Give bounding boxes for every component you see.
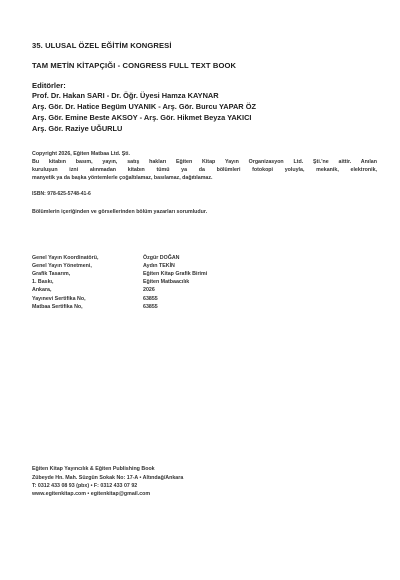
publication-info-row <box>32 263 175 269</box>
publisher-name: Eğiten Kitap Yayıncılık & Eğiten Publishing Book <box>32 466 155 472</box>
publication-info-label: Grafik Tasarım, <box>32 271 71 277</box>
rights-line: kuruluşun izni alınmadan kitabın tümü ya da bölümleri fotokopi yoluyla, mekanik, elektronik, <box>32 167 377 173</box>
editor-line: Arş. Gör. Emine Beste AKSOY - Arş. Gör. Hikmet Beyza YAKICI <box>32 113 252 122</box>
publication-info-value: Aydın TEKİN <box>143 263 175 269</box>
publication-info-value: 2026 <box>143 287 155 293</box>
publisher-address: Zübeyde Hn. Mah. Süzgün Sokak No: 17-A • Altındağ/Ankara <box>32 475 184 481</box>
publisher-phone: T: 0312 433 08 93 (pbx) • F: 0312 433 07 92 <box>32 483 138 489</box>
publication-info-row <box>32 304 158 310</box>
publication-info-row <box>32 279 190 285</box>
publication-info-value: 63855 <box>143 304 158 310</box>
rights-line: manyetik ya da başka yöntemlerle çoğaltılamaz, basılamaz, dağıtılamaz. <box>32 175 213 181</box>
publication-info-row <box>32 296 158 302</box>
isbn: ISBN: 978-625-5748-41-6 <box>32 191 91 197</box>
publication-info-value: Eğiten Matbaacılık <box>143 279 190 285</box>
publication-info-value: Eğiten Kitap Grafik Birimi <box>143 271 208 277</box>
publication-info-label: Genel Yayın Koordinatörü, <box>32 255 99 261</box>
editor-line: Arş. Gör. Dr. Hatice Begüm UYANIK - Arş. Gör. Burcu YAPAR ÖZ <box>32 102 256 111</box>
page <box>32 0 377 580</box>
publication-info-label: Matbaa Sertifika No, <box>32 304 83 310</box>
copyright-notice: Copyright 2026, Eğiten Matbaa Ltd. Şti. <box>32 151 131 157</box>
book-title: TAM METİN KİTAPÇIĞI - CONGRESS FULL TEXT BOOK <box>32 61 237 70</box>
editor-line: Prof. Dr. Hakan SARI - Dr. Öğr. Üyesi Hamza KAYNAR <box>32 91 219 100</box>
publication-info-label: 1. Baskı, <box>32 279 54 285</box>
editor-line: Arş. Gör. Raziye UĞURLU <box>32 124 123 133</box>
publisher-web[interactable]: www.egitenkitap.com • egitenkitap@gmail.com <box>32 491 151 497</box>
publication-info-label: Ankara, <box>32 287 52 293</box>
publication-info-value: 63855 <box>143 296 158 302</box>
publication-info-row <box>32 255 180 261</box>
responsibility-note: Bölümlerin içeriğinden ve görsellerinden bölüm yazarları sorumludur. <box>32 209 208 215</box>
rights-line: Bu kitabın basım, yayın, satış hakları Eğiten Kitap Yayın Organizasyon Ltd. Şti.'ne aittir. Anılan <box>32 159 377 165</box>
congress-title: 35. ULUSAL ÖZEL EĞİTİM KONGRESİ <box>32 41 172 50</box>
publication-info-label: Yayınevi Sertifika No, <box>32 296 86 302</box>
publication-info-label: Genel Yayın Yönetmeni, <box>32 263 92 269</box>
publication-info-value: Özgür DOĞAN <box>143 255 180 261</box>
editors-heading: Editörler: <box>32 81 66 90</box>
publication-info-row <box>32 271 208 277</box>
publication-info-row <box>32 287 155 293</box>
